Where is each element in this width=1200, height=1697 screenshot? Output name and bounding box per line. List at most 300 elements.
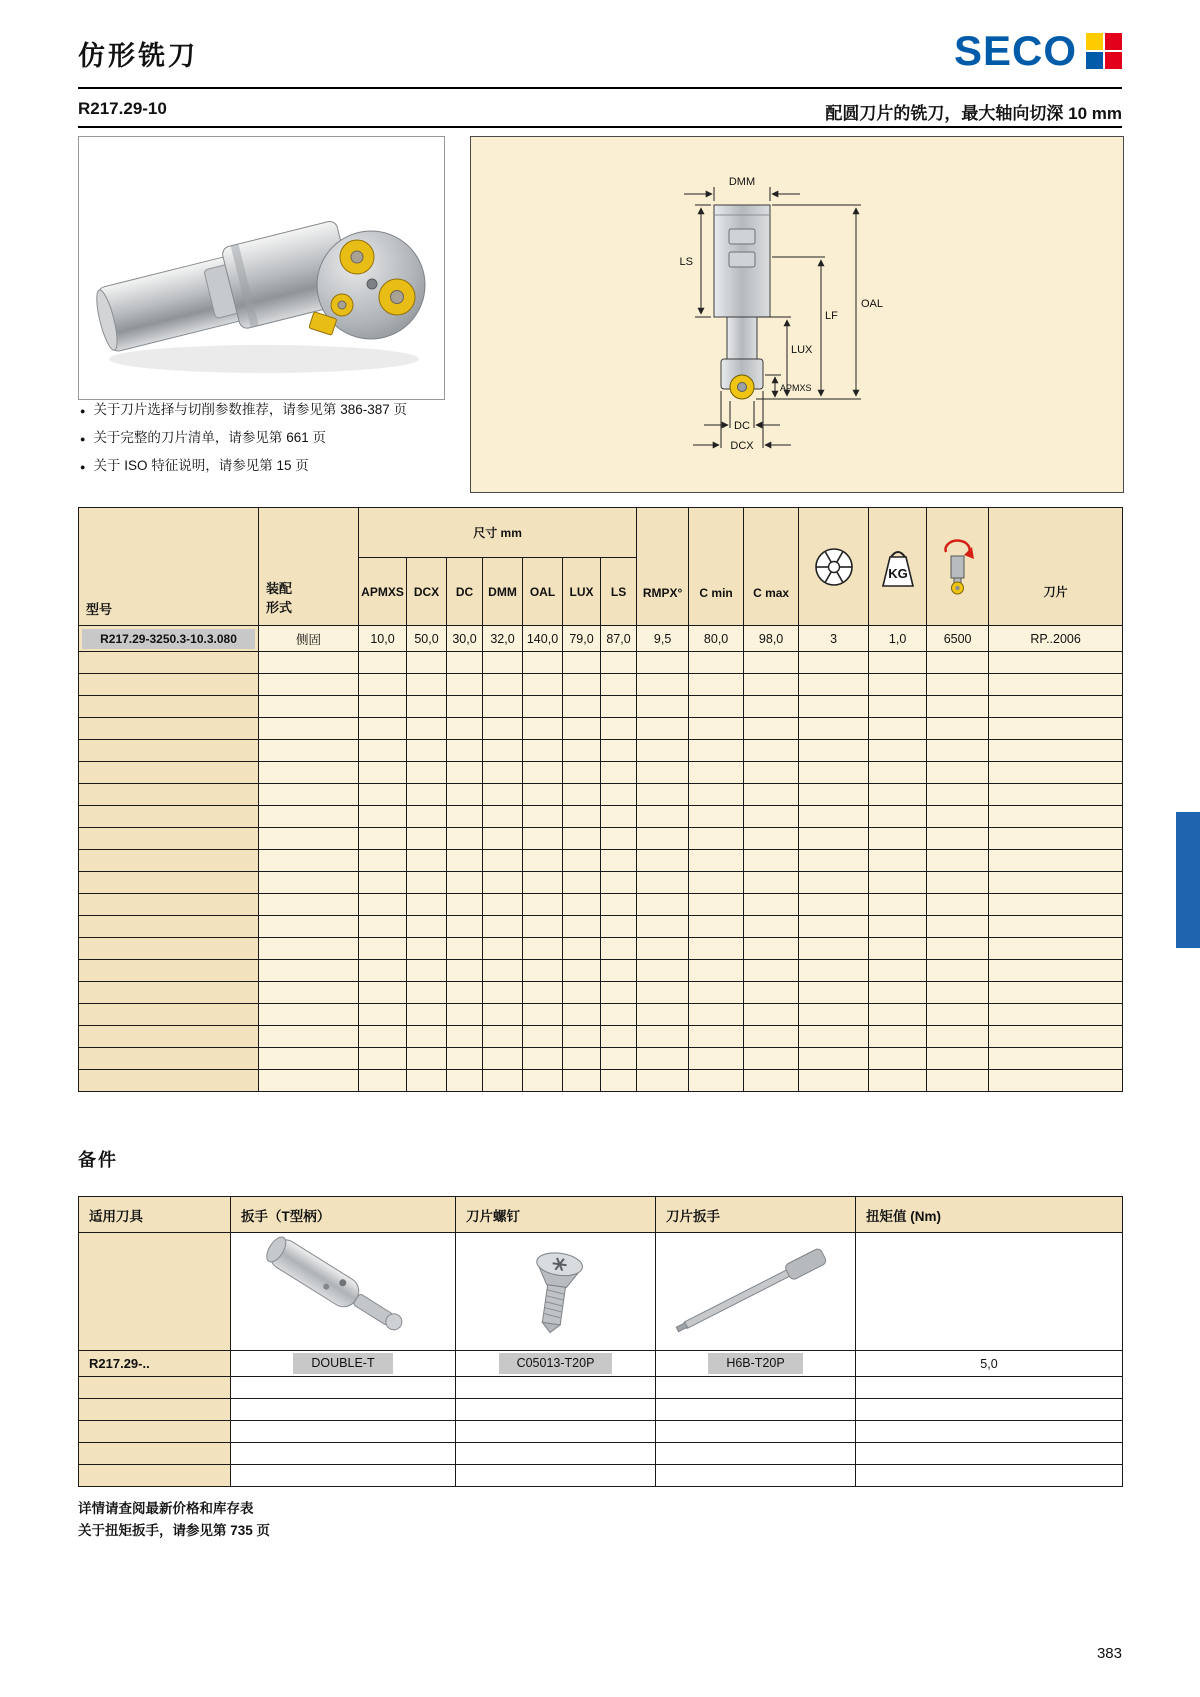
empty-row xyxy=(79,784,1123,806)
empty-cell xyxy=(447,1026,483,1048)
empty-cell xyxy=(799,1070,869,1092)
empty-cell xyxy=(259,1048,359,1070)
empty-cell xyxy=(407,652,447,674)
empty-cell xyxy=(689,828,744,850)
model-cell xyxy=(79,626,259,652)
empty-cell xyxy=(869,1070,927,1092)
spares-data-row xyxy=(79,1351,1123,1377)
empty-cell xyxy=(637,1026,689,1048)
empty-cell xyxy=(359,784,407,806)
spares-screw-cell xyxy=(456,1351,656,1377)
empty-cell xyxy=(656,1421,856,1443)
empty-cell xyxy=(359,806,407,828)
value-lux: 79,0 xyxy=(563,626,601,652)
empty-cell xyxy=(79,696,259,718)
empty-cell xyxy=(744,1070,799,1092)
spares-header-key: 刀片扳手 xyxy=(656,1197,856,1233)
empty-cell xyxy=(447,828,483,850)
empty-cell xyxy=(927,1070,989,1092)
empty-cell xyxy=(637,806,689,828)
empty-cell xyxy=(637,652,689,674)
value-max-rpm: 6500 xyxy=(927,626,989,652)
empty-cell xyxy=(799,938,869,960)
empty-cell xyxy=(483,740,523,762)
empty-cell xyxy=(447,806,483,828)
empty-cell xyxy=(744,762,799,784)
product-photo-drawing xyxy=(79,137,442,397)
empty-cell xyxy=(689,894,744,916)
col-header-max-rpm xyxy=(927,508,989,626)
empty-cell xyxy=(447,652,483,674)
empty-cell xyxy=(989,1026,1123,1048)
value-dcx: 50,0 xyxy=(407,626,447,652)
empty-cell xyxy=(689,762,744,784)
empty-row xyxy=(79,1048,1123,1070)
empty-cell xyxy=(637,872,689,894)
empty-cell xyxy=(483,982,523,1004)
empty-cell xyxy=(989,1070,1123,1092)
empty-cell xyxy=(407,1026,447,1048)
empty-cell xyxy=(456,1443,656,1465)
empty-cell xyxy=(359,718,407,740)
note-item xyxy=(80,426,460,446)
empty-cell xyxy=(359,1026,407,1048)
empty-cell xyxy=(601,784,637,806)
spares-key-cell xyxy=(656,1351,856,1377)
empty-cell xyxy=(869,850,927,872)
tool-silhouette xyxy=(714,205,770,399)
spares-image-spacer xyxy=(79,1233,231,1351)
empty-cell xyxy=(689,960,744,982)
dim-header-dc: DC xyxy=(447,558,483,626)
empty-cell xyxy=(523,1026,563,1048)
empty-cell xyxy=(447,1004,483,1026)
empty-row xyxy=(79,894,1123,916)
empty-cell xyxy=(407,872,447,894)
empty-cell xyxy=(601,850,637,872)
empty-cell xyxy=(744,696,799,718)
empty-cell xyxy=(447,894,483,916)
empty-cell xyxy=(79,850,259,872)
empty-cell xyxy=(799,1004,869,1026)
empty-cell xyxy=(359,828,407,850)
empty-cell xyxy=(407,806,447,828)
empty-cell xyxy=(689,784,744,806)
empty-cell xyxy=(869,652,927,674)
empty-cell xyxy=(359,960,407,982)
dim-header-apmxs: APMXS xyxy=(359,558,407,626)
empty-cell xyxy=(927,960,989,982)
empty-cell xyxy=(689,916,744,938)
empty-cell xyxy=(483,960,523,982)
empty-cell xyxy=(601,1004,637,1026)
empty-cell xyxy=(259,762,359,784)
empty-row xyxy=(79,1026,1123,1048)
empty-cell xyxy=(637,1004,689,1026)
tool-body xyxy=(90,220,356,363)
empty-cell xyxy=(359,916,407,938)
sub-header xyxy=(78,99,1122,124)
empty-row xyxy=(79,1070,1123,1092)
empty-cell xyxy=(563,762,601,784)
empty-cell xyxy=(563,718,601,740)
empty-cell xyxy=(744,828,799,850)
empty-cell xyxy=(989,696,1123,718)
empty-cell xyxy=(637,1070,689,1092)
empty-cell xyxy=(869,718,927,740)
empty-row xyxy=(79,1377,1123,1399)
empty-cell xyxy=(927,762,989,784)
empty-cell xyxy=(927,1004,989,1026)
logo-square-yellow xyxy=(1086,33,1103,50)
spares-header-tool: 适用刀具 xyxy=(79,1197,231,1233)
empty-cell xyxy=(523,982,563,1004)
col-header-tooth-count xyxy=(799,508,869,626)
empty-cell xyxy=(989,1004,1123,1026)
lf-label: LF xyxy=(825,310,838,322)
empty-cell xyxy=(856,1377,1123,1399)
dim-oal xyxy=(772,205,883,396)
empty-cell xyxy=(259,1070,359,1092)
empty-cell xyxy=(799,674,869,696)
value-oal: 140,0 xyxy=(523,626,563,652)
empty-cell xyxy=(523,960,563,982)
dim-apmxs xyxy=(765,375,812,397)
empty-cell xyxy=(447,740,483,762)
page-title: 仿形铣刀 xyxy=(78,41,198,71)
value-rmpx: 9,5 xyxy=(637,626,689,652)
empty-cell xyxy=(927,872,989,894)
empty-cell xyxy=(869,762,927,784)
empty-cell xyxy=(79,872,259,894)
empty-cell xyxy=(689,938,744,960)
empty-cell xyxy=(744,872,799,894)
empty-cell xyxy=(483,674,523,696)
empty-cell xyxy=(656,1377,856,1399)
empty-cell xyxy=(689,696,744,718)
empty-cell xyxy=(989,784,1123,806)
empty-cell xyxy=(927,894,989,916)
empty-cell xyxy=(989,894,1123,916)
empty-cell xyxy=(447,784,483,806)
value-cmin: 80,0 xyxy=(689,626,744,652)
empty-cell xyxy=(799,894,869,916)
empty-cell xyxy=(869,828,927,850)
page-number: 383 xyxy=(1096,1645,1122,1662)
empty-row xyxy=(79,916,1123,938)
empty-cell xyxy=(523,784,563,806)
empty-row xyxy=(79,828,1123,850)
empty-cell xyxy=(799,1026,869,1048)
empty-cell xyxy=(799,806,869,828)
torque-image-spacer xyxy=(856,1233,1123,1351)
seco-logo-text: SECO xyxy=(953,27,1077,74)
empty-cell xyxy=(447,718,483,740)
dim-dmm xyxy=(684,176,800,201)
spares-image-row xyxy=(79,1233,1123,1351)
value-insert: RP..2006 xyxy=(989,626,1123,652)
spares-torque-cell: 5,0 xyxy=(856,1351,1123,1377)
empty-cell xyxy=(989,740,1123,762)
dim-dc xyxy=(704,401,780,432)
empty-cell xyxy=(689,850,744,872)
empty-cell xyxy=(523,828,563,850)
empty-cell xyxy=(744,806,799,828)
empty-cell xyxy=(744,960,799,982)
empty-cell xyxy=(989,652,1123,674)
dmm-label: DMM xyxy=(728,176,756,188)
empty-cell xyxy=(79,1465,231,1487)
col-header-cmin: C min xyxy=(689,508,744,626)
empty-cell xyxy=(359,1070,407,1092)
empty-cell xyxy=(637,982,689,1004)
t-wrench-image-cell xyxy=(231,1233,456,1351)
empty-cell xyxy=(231,1443,456,1465)
empty-cell xyxy=(927,674,989,696)
empty-cell xyxy=(744,674,799,696)
max-rpm-icon xyxy=(936,538,980,596)
empty-row xyxy=(79,982,1123,1004)
empty-cell xyxy=(79,938,259,960)
logo-square-blue xyxy=(1086,52,1103,69)
empty-row xyxy=(79,850,1123,872)
value-dc: 30,0 xyxy=(447,626,483,652)
empty-cell xyxy=(927,982,989,1004)
empty-row xyxy=(79,652,1123,674)
spares-header-screw: 刀片螺钉 xyxy=(456,1197,656,1233)
empty-cell xyxy=(483,1048,523,1070)
empty-cell xyxy=(637,960,689,982)
empty-cell xyxy=(79,674,259,696)
empty-cell xyxy=(359,1004,407,1026)
empty-cell xyxy=(79,916,259,938)
empty-cell xyxy=(563,1048,601,1070)
empty-cell xyxy=(637,850,689,872)
empty-cell xyxy=(744,916,799,938)
empty-cell xyxy=(927,696,989,718)
empty-cell xyxy=(689,1048,744,1070)
kg-label: KG xyxy=(887,565,908,581)
empty-cell xyxy=(259,850,359,872)
empty-cell xyxy=(927,740,989,762)
empty-cell xyxy=(259,872,359,894)
mount-cell: 侧固 xyxy=(259,626,359,652)
empty-cell xyxy=(869,806,927,828)
empty-cell xyxy=(359,1048,407,1070)
empty-cell xyxy=(259,982,359,1004)
empty-cell xyxy=(799,1048,869,1070)
empty-row xyxy=(79,960,1123,982)
empty-cell xyxy=(359,872,407,894)
empty-cell xyxy=(483,762,523,784)
seco-logo-mark-icon xyxy=(1086,33,1122,69)
empty-row xyxy=(79,1399,1123,1421)
empty-row xyxy=(79,1443,1123,1465)
empty-cell xyxy=(483,828,523,850)
empty-cell xyxy=(927,850,989,872)
insert-key-image xyxy=(656,1234,856,1346)
empty-cell xyxy=(601,938,637,960)
empty-row xyxy=(79,938,1123,960)
empty-cell xyxy=(259,1004,359,1026)
insert-screw-image-cell xyxy=(456,1233,656,1351)
empty-cell xyxy=(989,850,1123,872)
empty-cell xyxy=(259,806,359,828)
empty-cell xyxy=(483,696,523,718)
empty-cell xyxy=(799,982,869,1004)
empty-cell xyxy=(447,960,483,982)
col-header-weight xyxy=(869,508,927,626)
empty-cell xyxy=(231,1399,456,1421)
screw-code: C05013-T20P xyxy=(499,1353,613,1374)
main-table xyxy=(78,507,1123,1092)
t-wrench-image xyxy=(233,1234,453,1346)
empty-cell xyxy=(456,1399,656,1421)
empty-cell xyxy=(689,1026,744,1048)
empty-cell xyxy=(79,1004,259,1026)
empty-cell xyxy=(689,1070,744,1092)
footer-notes xyxy=(78,1498,270,1542)
empty-cell xyxy=(637,762,689,784)
empty-cell xyxy=(407,916,447,938)
spares-heading: 备件 xyxy=(78,1150,118,1170)
col-header-rmpx: RMPX° xyxy=(637,508,689,626)
empty-cell xyxy=(989,1048,1123,1070)
empty-cell xyxy=(259,696,359,718)
empty-cell xyxy=(563,740,601,762)
empty-cell xyxy=(79,718,259,740)
empty-cell xyxy=(601,1048,637,1070)
empty-cell xyxy=(869,696,927,718)
value-ls: 87,0 xyxy=(601,626,637,652)
empty-cell xyxy=(799,652,869,674)
col-header-model: 型号 xyxy=(79,508,259,626)
dim-header-dmm: DMM xyxy=(483,558,523,626)
empty-cell xyxy=(483,784,523,806)
empty-cell xyxy=(637,718,689,740)
empty-cell xyxy=(79,762,259,784)
empty-cell xyxy=(407,850,447,872)
empty-cell xyxy=(407,696,447,718)
empty-cell xyxy=(231,1421,456,1443)
empty-cell xyxy=(856,1465,1123,1487)
note-text: 关于刀片选择与切削参数推荐，请参见第 386-387 页 xyxy=(93,402,407,417)
empty-cell xyxy=(483,806,523,828)
empty-cell xyxy=(456,1465,656,1487)
empty-cell xyxy=(689,1004,744,1026)
empty-cell xyxy=(359,850,407,872)
empty-cell xyxy=(563,850,601,872)
empty-cell xyxy=(563,1070,601,1092)
empty-cell xyxy=(523,872,563,894)
empty-cell xyxy=(856,1421,1123,1443)
empty-cell xyxy=(989,872,1123,894)
value-cmax: 98,0 xyxy=(744,626,799,652)
empty-row xyxy=(79,1465,1123,1487)
empty-cell xyxy=(523,850,563,872)
empty-cell xyxy=(927,916,989,938)
empty-cell xyxy=(259,674,359,696)
empty-cell xyxy=(563,960,601,982)
empty-cell xyxy=(637,696,689,718)
empty-cell xyxy=(407,938,447,960)
empty-cell xyxy=(523,806,563,828)
bullet-icon: ● xyxy=(80,434,86,444)
note-text: 关于 ISO 特征说明，请参见第 15 页 xyxy=(93,458,309,473)
empty-cell xyxy=(637,894,689,916)
col-header-mount: 装配形式 xyxy=(259,508,359,626)
empty-cell xyxy=(744,1048,799,1070)
empty-cell xyxy=(869,938,927,960)
empty-cell xyxy=(359,696,407,718)
empty-cell xyxy=(927,806,989,828)
empty-cell xyxy=(456,1421,656,1443)
empty-cell xyxy=(79,982,259,1004)
value-weight: 1,0 xyxy=(869,626,927,652)
empty-cell xyxy=(563,1004,601,1026)
empty-cell xyxy=(359,762,407,784)
empty-cell xyxy=(79,1399,231,1421)
empty-cell xyxy=(483,916,523,938)
empty-cell xyxy=(447,938,483,960)
notes-list xyxy=(80,398,460,482)
empty-cell xyxy=(799,740,869,762)
empty-cell xyxy=(523,718,563,740)
empty-cell xyxy=(799,916,869,938)
oal-label: OAL xyxy=(861,298,884,310)
empty-cell xyxy=(989,982,1123,1004)
empty-cell xyxy=(563,696,601,718)
empty-cell xyxy=(447,1048,483,1070)
key-code: H6B-T20P xyxy=(708,1353,802,1374)
empty-cell xyxy=(259,784,359,806)
empty-cell xyxy=(407,1004,447,1026)
empty-cell xyxy=(601,828,637,850)
empty-cell xyxy=(989,938,1123,960)
note-item xyxy=(80,454,460,474)
empty-cell xyxy=(744,1004,799,1026)
product-row xyxy=(79,626,1123,652)
empty-cell xyxy=(79,806,259,828)
empty-cell xyxy=(259,652,359,674)
col-header-cmax: C max xyxy=(744,508,799,626)
empty-cell xyxy=(483,1070,523,1092)
empty-cell xyxy=(447,696,483,718)
empty-cell xyxy=(601,1026,637,1048)
empty-cell xyxy=(407,960,447,982)
empty-cell xyxy=(359,894,407,916)
empty-cell xyxy=(799,696,869,718)
empty-cell xyxy=(407,894,447,916)
value-apmxs: 10,0 xyxy=(359,626,407,652)
empty-cell xyxy=(601,762,637,784)
empty-cell xyxy=(523,1070,563,1092)
spares-table xyxy=(78,1196,1123,1487)
empty-cell xyxy=(231,1377,456,1399)
empty-cell xyxy=(869,1048,927,1070)
empty-cell xyxy=(869,982,927,1004)
empty-cell xyxy=(601,696,637,718)
tooth-count-icon xyxy=(812,545,856,589)
empty-cell xyxy=(799,828,869,850)
empty-cell xyxy=(601,1070,637,1092)
empty-cell xyxy=(79,652,259,674)
empty-cell xyxy=(359,652,407,674)
section-tab xyxy=(1176,812,1200,948)
empty-cell xyxy=(259,740,359,762)
empty-cell xyxy=(523,674,563,696)
empty-cell xyxy=(359,740,407,762)
